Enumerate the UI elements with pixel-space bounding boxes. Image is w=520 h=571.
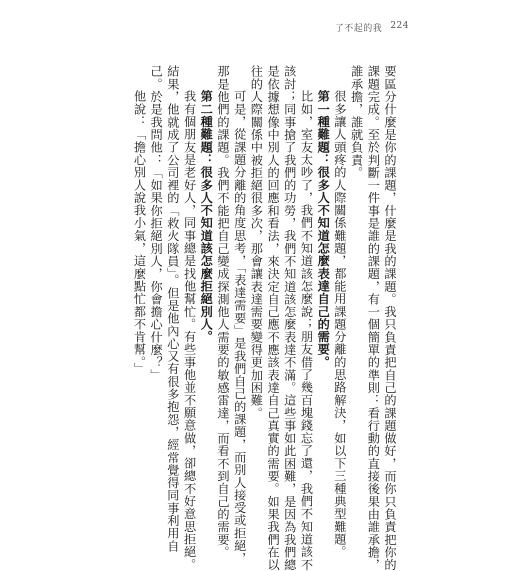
text-line: 己。於是我問他：「如果你拒絕別人，你會擔心什麼？」: [149, 65, 164, 382]
text-line: 誰承擔，誰就負責。: [349, 65, 364, 179]
text-line: 他說：「擔心別人說我小氣，這麼點忙都不肯幫。」: [132, 90, 147, 375]
text-line: 我有個朋友是老好人，同事總是找他幫忙。有些事他並不願意做，卻總不好意思拒絕。: [182, 90, 197, 571]
page-header: [335, 21, 409, 34]
text-line: 可是，從課題分離的角度思考，「表達需要」是我們自己的課題，而別人接受或拒絕，: [232, 90, 247, 565]
text-line: 課題完成。至於判斷一件事是誰的課題，有一個簡單的準則：看行動的直接後果由誰承擔，: [366, 65, 381, 571]
text-line: 該討；同事搶了我們的功勞，我們不知道該怎麼表達不滿。這些事如此困難，是因為我們總: [282, 65, 297, 571]
body-text: [131, 65, 398, 571]
section-heading: 第一種難題：很多人不知道怎麼表達自己的需要。: [316, 90, 331, 369]
text-line: 要區分什麼是你的課題，什麼是我的課題。我只負責把自己的課題做好，而你只負責把你的: [383, 65, 397, 571]
text-line: 是依據想像中別人的回應和看法，來決定自己應不應該表達自己真實的需要。如果我們在以: [266, 65, 281, 571]
page-number: 224: [390, 21, 409, 31]
text-line: 那是他們的課題。我們不能把自己變成探測他人需要的敏感雷達，而看不到自己的需要。: [215, 65, 230, 559]
text-line: 結果，他就成了公司裡的「救火隊員」。但是他內心又有很多抱怨，經常覺得同事利用自: [165, 65, 180, 553]
section-heading: 第二種難題：很多人不知道該怎麼拒絕別人。: [199, 90, 214, 343]
text-line: 比如，室友太吵了，我們不知道該怎麼說；朋友借了幾百塊錢忘了還，我們不知道該不: [299, 90, 314, 571]
text-line: 很多讓人頭疼的人際關係難題，都能用課題分離的思路解決，如以下三種典型難題。: [332, 90, 347, 559]
text-line: 往的人際關係中被拒絕很多次，那會讓表達需要變得更加困難。: [249, 65, 264, 420]
book-title: 了不起的我: [334, 24, 383, 34]
